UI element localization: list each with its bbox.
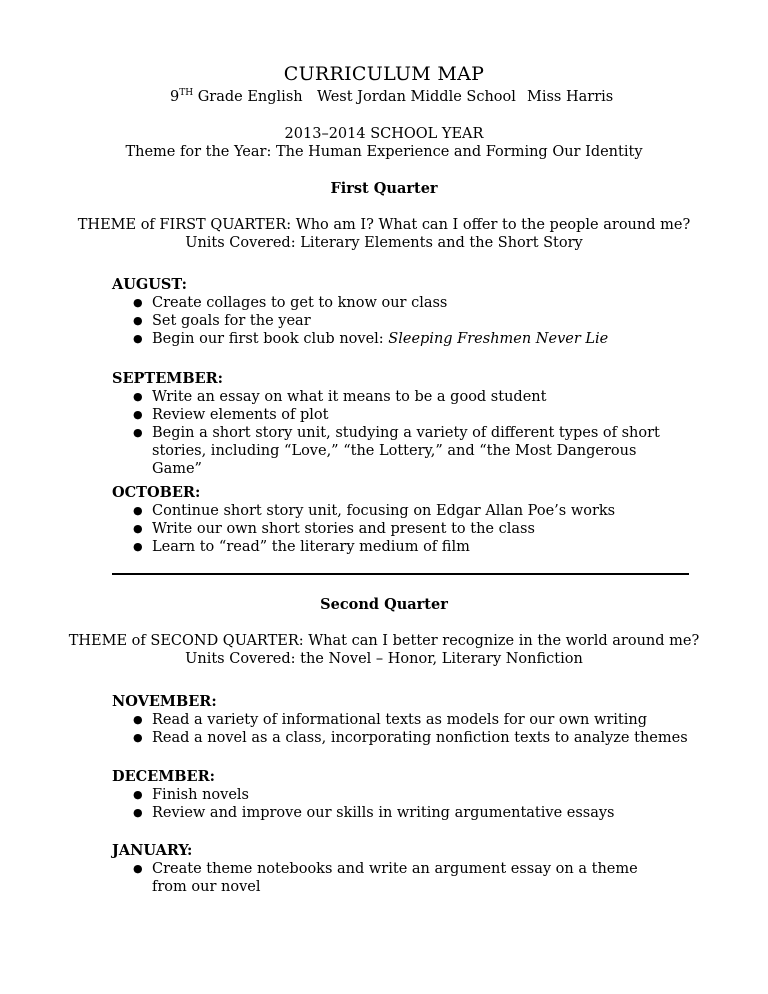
list-item-text: Set goals for the year xyxy=(152,313,311,329)
list-item-text: Finish novels xyxy=(152,787,249,803)
list-item xyxy=(133,729,712,747)
list-item-text: Create theme notebooks and write an argument essay on a theme from our novel xyxy=(152,861,638,895)
month-list xyxy=(112,786,712,822)
list-item-text: Review elements of plot xyxy=(152,407,329,423)
list-item xyxy=(133,406,712,424)
school-name: West Jordan Middle School xyxy=(317,89,516,105)
bullet-icon: ● xyxy=(133,806,143,819)
bullet-icon: ● xyxy=(133,390,143,403)
list-item xyxy=(133,388,712,406)
bullet-icon: ● xyxy=(133,426,143,439)
bullet-icon: ● xyxy=(133,332,143,345)
list-item xyxy=(133,711,712,729)
quarter-units: Units Covered: Literary Elements and the Short Story xyxy=(185,235,583,251)
bullet-icon: ● xyxy=(133,522,143,535)
book-title: Sleeping Freshmen Never Lie xyxy=(388,331,609,347)
month-november xyxy=(112,693,712,747)
bullet-icon: ● xyxy=(133,408,143,421)
bullet-icon: ● xyxy=(133,314,143,327)
month-title: JANUARY: xyxy=(112,842,193,859)
quarter-theme xyxy=(0,216,768,252)
month-list xyxy=(112,711,712,747)
grade-suffix: TH xyxy=(179,88,194,98)
quarter-theme xyxy=(0,632,768,668)
month-title: AUGUST: xyxy=(112,276,188,293)
month-august xyxy=(112,276,712,348)
quarter-second xyxy=(0,596,768,668)
month-october xyxy=(112,484,712,556)
month-december xyxy=(112,768,712,822)
list-item-text: Learn to “read” the literary medium of film xyxy=(152,539,470,555)
bullet-icon: ● xyxy=(133,731,143,744)
school-year: 2013–2014 SCHOOL YEAR xyxy=(284,126,484,142)
list-item-text: Read a novel as a class, incorporating nonfiction texts to analyze themes xyxy=(152,730,688,746)
month-january xyxy=(112,842,712,896)
list-item xyxy=(133,330,712,348)
month-title: NOVEMBER: xyxy=(112,693,217,710)
year-block xyxy=(0,125,768,161)
list-item-text: Begin our first book club novel: xyxy=(152,331,389,347)
list-item xyxy=(133,538,712,556)
list-item xyxy=(133,502,712,520)
year-theme: Theme for the Year: The Human Experience and Forming Our Identity xyxy=(125,144,643,160)
quarter-theme-text: THEME of FIRST QUARTER: Who am I? What can I offer to the people around me? xyxy=(77,217,691,233)
month-title: OCTOBER: xyxy=(112,484,201,501)
quarter-first xyxy=(0,180,768,252)
month-list xyxy=(112,294,712,348)
list-item-text: Read a variety of informational texts as models for our own writing xyxy=(152,712,648,728)
grade-subject: Grade English xyxy=(193,89,303,105)
quarter-title: First Quarter xyxy=(330,180,438,197)
list-item-text: Begin a short story unit, studying a variety of different types of short stories, including “Love,” “the Lottery,” and “the Most Dangerous Game” xyxy=(152,425,660,477)
quarter-units: Units Covered: the Novel – Honor, Literary Nonfiction xyxy=(185,651,583,667)
bullet-icon: ● xyxy=(133,862,143,875)
bullet-icon: ● xyxy=(133,504,143,517)
quarter-divider xyxy=(112,573,689,575)
list-item xyxy=(133,786,712,804)
list-item xyxy=(133,860,652,896)
list-item xyxy=(133,424,672,478)
list-item-text: Continue short story unit, focusing on Edgar Allan Poe’s works xyxy=(152,503,616,519)
month-september xyxy=(112,370,712,478)
list-item-text: Write our own short stories and present to the class xyxy=(152,521,535,537)
month-list xyxy=(112,502,712,556)
month-title: SEPTEMBER: xyxy=(112,370,224,387)
month-list xyxy=(112,388,712,478)
month-title: DECEMBER: xyxy=(112,768,215,785)
list-item xyxy=(133,804,712,822)
document-subheader xyxy=(0,88,768,108)
list-item-text: Create collages to get to know our class xyxy=(152,295,448,311)
list-item xyxy=(133,312,712,330)
grade-number: 9 xyxy=(170,89,180,105)
grade-label xyxy=(170,88,303,106)
teacher-name: Miss Harris xyxy=(527,89,614,105)
bullet-icon: ● xyxy=(133,713,143,726)
list-item xyxy=(133,520,712,538)
quarter-title: Second Quarter xyxy=(320,596,448,613)
list-item xyxy=(133,294,712,312)
bullet-icon: ● xyxy=(133,540,143,553)
page-title: CURRICULUM MAP xyxy=(283,63,485,85)
bullet-icon: ● xyxy=(133,788,143,801)
list-item-text: Write an essay on what it means to be a good student xyxy=(152,389,547,405)
quarter-theme-text: THEME of SECOND QUARTER: What can I better recognize in the world around me? xyxy=(68,633,700,649)
bullet-icon: ● xyxy=(133,296,143,309)
month-list xyxy=(112,860,712,896)
list-item-text: Review and improve our skills in writing argumentative essays xyxy=(152,805,615,821)
